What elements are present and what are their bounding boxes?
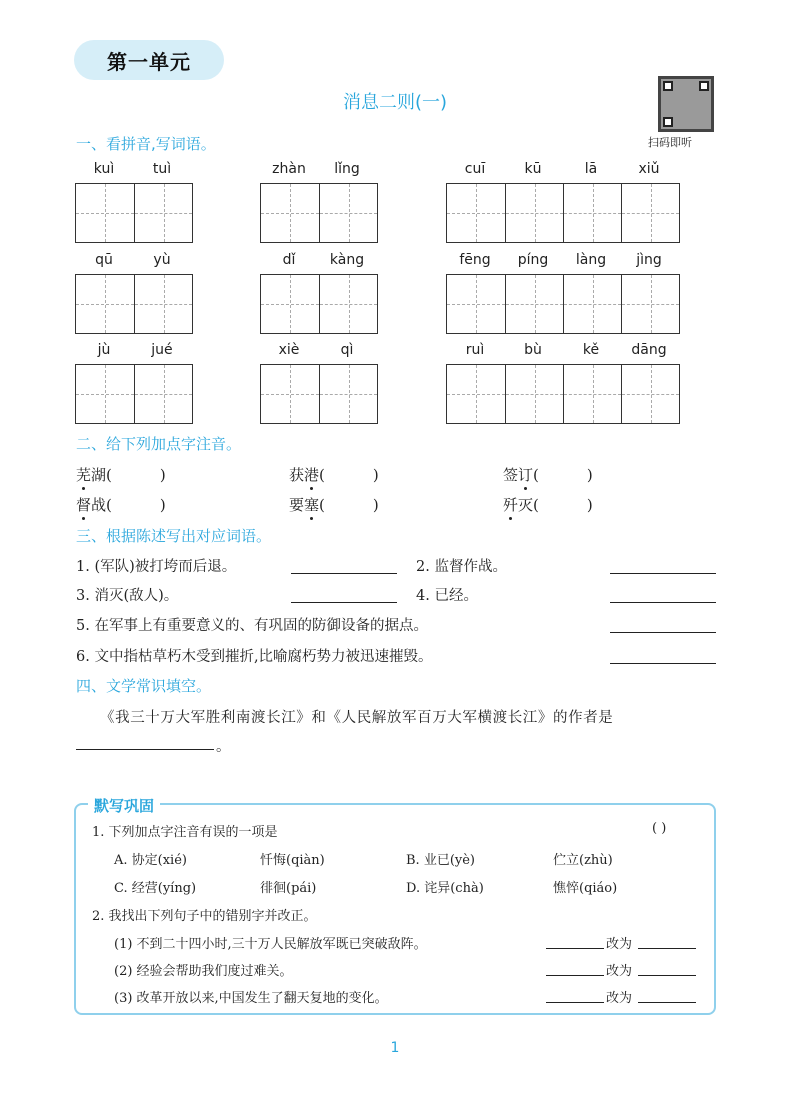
phonetic-item: 签订( ) <box>503 466 593 484</box>
answer-blank[interactable] <box>546 1002 604 1003</box>
option-b[interactable]: B. 业已(yè) <box>406 853 475 868</box>
pinyin: lā <box>584 161 598 177</box>
answer-blank[interactable] <box>291 602 397 603</box>
pinyin: lǐng <box>334 161 360 177</box>
answer-blank[interactable] <box>76 749 214 750</box>
pinyin-group <box>446 252 680 334</box>
pinyin: tuì <box>152 161 172 177</box>
pinyin: qū <box>95 252 113 268</box>
pinyin: dāng <box>631 342 667 358</box>
pinyin-group <box>75 252 193 334</box>
answer-blank[interactable] <box>291 573 397 574</box>
pinyin-group <box>260 252 378 334</box>
pinyin-group <box>75 342 193 424</box>
pinyin: yù <box>153 252 171 268</box>
pinyin: ruì <box>465 342 485 358</box>
pinyin-group <box>446 342 680 424</box>
option-b-2: 伫立(zhù) <box>553 853 613 868</box>
pinyin: jué <box>151 342 173 358</box>
pinyin: kě <box>582 342 600 358</box>
pinyin: xiè <box>278 342 300 358</box>
qr-label: 扫码即听 <box>648 136 692 149</box>
correction-item: (1) 不到二十四小时,三十万人民解放军既已突破敌阵。 <box>114 937 427 952</box>
option-a[interactable]: A. 协定(xié) <box>114 853 187 868</box>
period: 。 <box>216 739 231 755</box>
pinyin: kū <box>524 161 542 177</box>
option-c[interactable]: C. 经营(yíng) <box>114 881 197 896</box>
pinyin: fēng <box>459 252 491 268</box>
phonetic-item: 要塞( ) <box>289 496 379 514</box>
pinyin-group <box>260 161 378 243</box>
writing-boxes[interactable] <box>75 364 193 424</box>
option-c-2: 徘徊(pái) <box>260 881 317 896</box>
phonetic-item: 歼灭( ) <box>503 496 593 514</box>
question-text: 2. 监督作战。 <box>416 559 507 575</box>
correction-item: (2) 经验会帮助我们度过难关。 <box>114 964 293 979</box>
option-d-2: 憔悴(qiáo) <box>553 881 618 896</box>
section-2-heading: 二、给下列加点字注音。 <box>76 435 242 453</box>
pinyin: làng <box>575 252 607 268</box>
question-text: 1. (军队)被打垮而后退。 <box>76 559 237 575</box>
pinyin-group <box>260 342 378 424</box>
change-to-label: 改为 <box>606 964 633 979</box>
literature-question: 《我三十万大军胜利南渡长江》和《人民解放军百万大军横渡长江》的作者是 <box>100 710 614 726</box>
question-text: 4. 已经。 <box>416 588 478 604</box>
pinyin: xiǔ <box>638 161 660 177</box>
section-1-heading: 一、看拼音,写词语。 <box>76 135 216 153</box>
answer-blank[interactable] <box>638 948 696 949</box>
answer-blank[interactable] <box>610 602 716 603</box>
phonetic-item: 督战( ) <box>76 496 166 514</box>
pinyin-group <box>446 161 680 243</box>
answer-blank[interactable] <box>546 975 604 976</box>
page-title: 消息二则(一) <box>342 92 448 113</box>
review-question-2: 2. 我找出下列句子中的错别字并改正。 <box>92 909 317 924</box>
pinyin: píng <box>517 252 549 268</box>
section-3-heading: 三、根据陈述写出对应词语。 <box>76 527 272 545</box>
review-label: 默写巩固 <box>88 795 160 816</box>
writing-boxes[interactable] <box>260 364 378 424</box>
writing-boxes[interactable] <box>260 183 378 243</box>
option-d[interactable]: D. 诧异(chà) <box>406 881 484 896</box>
option-a-2: 忏悔(qiàn) <box>260 853 325 868</box>
answer-blank[interactable] <box>638 975 696 976</box>
pinyin: jù <box>97 342 111 358</box>
answer-blank[interactable] <box>610 573 716 574</box>
writing-boxes[interactable] <box>446 183 680 243</box>
correction-item: (3) 改革开放以来,中国发生了翻天复地的变化。 <box>114 991 388 1006</box>
question-text: 6. 文中指枯草朽木受到摧折,比喻腐朽势力被迅速摧毁。 <box>76 649 433 665</box>
answer-paren[interactable]: ( ) <box>652 821 667 836</box>
section-4-heading: 四、文学常识填空。 <box>76 677 212 695</box>
pinyin: kàng <box>329 252 365 268</box>
question-text: 5. 在军事上有重要意义的、有巩固的防御设备的据点。 <box>76 618 428 634</box>
pinyin-group <box>75 161 193 243</box>
qr-code-icon[interactable] <box>658 76 714 132</box>
answer-blank[interactable] <box>610 663 716 664</box>
writing-boxes[interactable] <box>260 274 378 334</box>
writing-boxes[interactable] <box>446 364 680 424</box>
pinyin: cuī <box>464 161 486 177</box>
writing-boxes[interactable] <box>75 274 193 334</box>
answer-blank[interactable] <box>638 1002 696 1003</box>
writing-boxes[interactable] <box>446 274 680 334</box>
writing-boxes[interactable] <box>75 183 193 243</box>
pinyin: zhàn <box>272 161 306 177</box>
phonetic-item: 获港( ) <box>289 466 379 484</box>
change-to-label: 改为 <box>606 991 633 1006</box>
pinyin: dǐ <box>282 252 296 268</box>
answer-blank[interactable] <box>610 632 716 633</box>
change-to-label: 改为 <box>606 937 633 952</box>
pinyin: jìng <box>636 252 662 268</box>
page-number: 1 <box>390 1040 400 1056</box>
pinyin: bù <box>524 342 542 358</box>
unit-badge: 第一单元 <box>74 40 224 80</box>
pinyin: kuì <box>93 161 115 177</box>
review-question-1: 1. 下列加点字注音有误的一项是 <box>92 825 278 840</box>
pinyin: qì <box>340 342 354 358</box>
answer-blank[interactable] <box>546 948 604 949</box>
question-text: 3. 消灭(敌人)。 <box>76 588 179 604</box>
phonetic-item: 芜湖( ) <box>76 466 166 484</box>
